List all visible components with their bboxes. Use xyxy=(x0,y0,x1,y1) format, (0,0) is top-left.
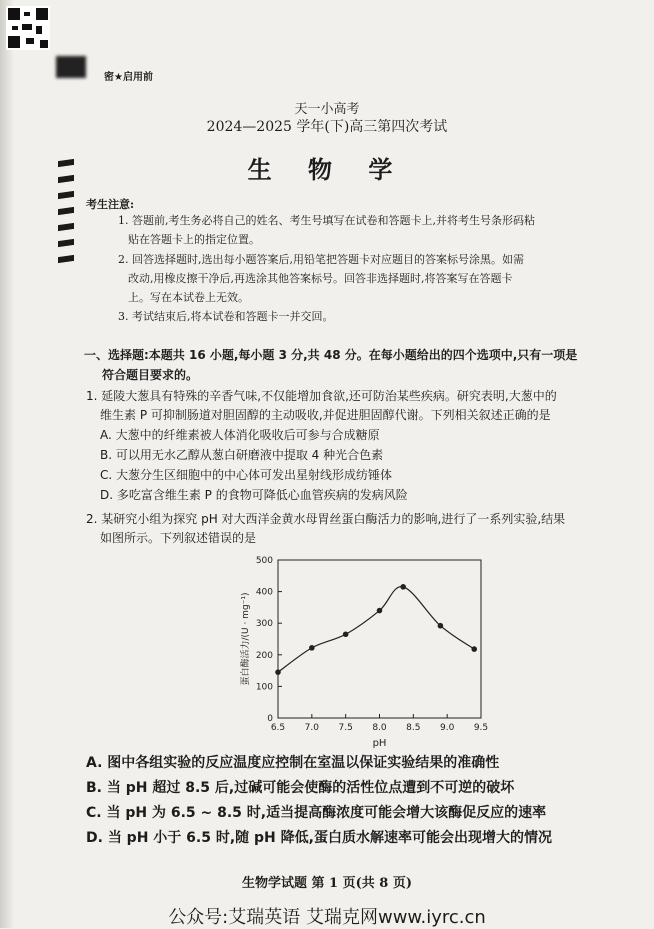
q2-option-d: D. 当 pH 小于 6.5 时,随 pH 降低,蛋白质水解速率可能会出现增大的情况 xyxy=(86,830,552,846)
data-point xyxy=(309,645,315,651)
qr-code xyxy=(6,6,50,50)
data-point xyxy=(343,631,349,637)
plot-frame xyxy=(278,560,481,718)
exam-organization: 天一小高考 xyxy=(294,102,360,117)
q2-option-c: C. 当 pH 为 6.5 ~ 8.5 时,适当提高酶浓度可能会增大该酶促反应的速率 xyxy=(86,805,547,821)
x-tick-label: 6.5 xyxy=(270,723,286,733)
watermark-text: 公众号:艾瑞英语 艾瑞克网www.iyrc.cn xyxy=(168,907,486,928)
chart-series xyxy=(275,584,477,675)
y-tick-label: 0 xyxy=(267,714,273,724)
notes-heading: 考生注意: xyxy=(86,198,135,211)
q1-stem: 1. 延陵大葱具有特殊的辛香气味,不仅能增加食欲,还可防治某些疾病。研究表明,大葱中的 xyxy=(86,389,557,403)
note-line: 1. 答题前,考生务必将自己的姓名、考生号填写在试卷和答题卡上,并将考生号条形码粘 xyxy=(118,214,535,227)
note-line: 贴在答题卡上的指定位置。 xyxy=(128,233,260,246)
q1-option-d: D. 多吃富含维生素 P 的食物可降低心血管疾病的发病风险 xyxy=(100,488,408,502)
page-footer: 生物学试题 第 1 页(共 8 页) xyxy=(241,876,413,891)
data-point xyxy=(400,584,406,590)
scan-mark xyxy=(56,56,86,78)
note-line: 2. 回答选择题时,选出每小题答案后,用铅笔把答题卡对应题目的答案标号涂黑。如需 xyxy=(118,253,524,266)
q2-option-a: A. 图中各组实验的反应温度应控制在室温以保证实验结果的准确性 xyxy=(86,755,500,771)
q1-option-c: C. 大葱分生区细胞中的中心体可发出星射线形成纺锤体 xyxy=(100,468,393,482)
x-tick-label: 7.0 xyxy=(304,723,319,733)
y-tick-label: 400 xyxy=(255,587,273,598)
y-tick-label: 100 xyxy=(255,682,273,693)
chart-ticks xyxy=(256,556,488,733)
y-axis-label: 蛋白酶活力/(U · mg⁻¹) xyxy=(241,592,251,686)
y-tick-label: 200 xyxy=(255,650,273,661)
data-point xyxy=(438,623,444,629)
note-line: 上。写在本试卷上无效。 xyxy=(128,291,249,304)
section-heading-cont: 符合题目要求的。 xyxy=(102,368,199,382)
q2-option-b: B. 当 pH 超过 8.5 后,过碱可能会使酶的活性位点遭到不可逆的破坏 xyxy=(86,780,515,796)
x-tick-label: 9.5 xyxy=(473,723,489,733)
q2-stem: 如图所示。下列叙述错误的是 xyxy=(100,531,257,545)
note-line: 3. 考试结束后,将本试卷和答题卡一并交回。 xyxy=(118,310,334,323)
exam-title: 2024—2025 学年(下)高三第四次考试 xyxy=(206,119,448,135)
section-heading: 一、选择题:本题共 16 小题,每小题 3 分,共 48 分。在每小题给出的四个选项中,只有一项是 xyxy=(84,348,578,362)
q1-stem: 维生素 P 可抑制肠道对胆固醇的主动吸收,并促进胆固醇代谢。下列相关叙述正确的是 xyxy=(100,408,551,422)
enzyme-activity-chart xyxy=(228,548,498,778)
note-line: 改动,用橡皮擦干净后,再选涂其他答案标号。回答非选择题时,将答案写在答题卡 xyxy=(128,272,513,285)
data-point xyxy=(275,669,281,675)
q1-option-b: B. 可以用无水乙醇从葱白研磨液中提取 4 种光合色素 xyxy=(100,448,384,462)
chart-axes xyxy=(239,560,481,749)
x-axis-label: pH xyxy=(372,738,387,749)
activity-curve xyxy=(278,587,474,673)
confidential-label: 密★启用前 xyxy=(104,72,153,83)
x-tick-label: 8.0 xyxy=(372,723,387,733)
x-tick-label: 7.5 xyxy=(338,723,353,733)
q2-stem: 2. 某研究小组为探究 pH 对大西洋金黄水母胃丝蛋白酶活力的影响,进行了一系列实验,结果 xyxy=(86,512,566,526)
subject-title: 生 物 学 xyxy=(247,155,407,184)
x-tick-label: 9.0 xyxy=(440,723,455,733)
y-tick-label: 300 xyxy=(255,619,273,630)
data-point xyxy=(471,646,477,652)
x-tick-label: 8.5 xyxy=(406,723,421,733)
data-point xyxy=(377,608,383,614)
q1-option-a: A. 大葱中的纤维素被人体消化吸收后可参与合成糖原 xyxy=(100,428,380,442)
page-edge-shadow xyxy=(0,0,14,928)
y-tick-label: 500 xyxy=(255,556,273,566)
